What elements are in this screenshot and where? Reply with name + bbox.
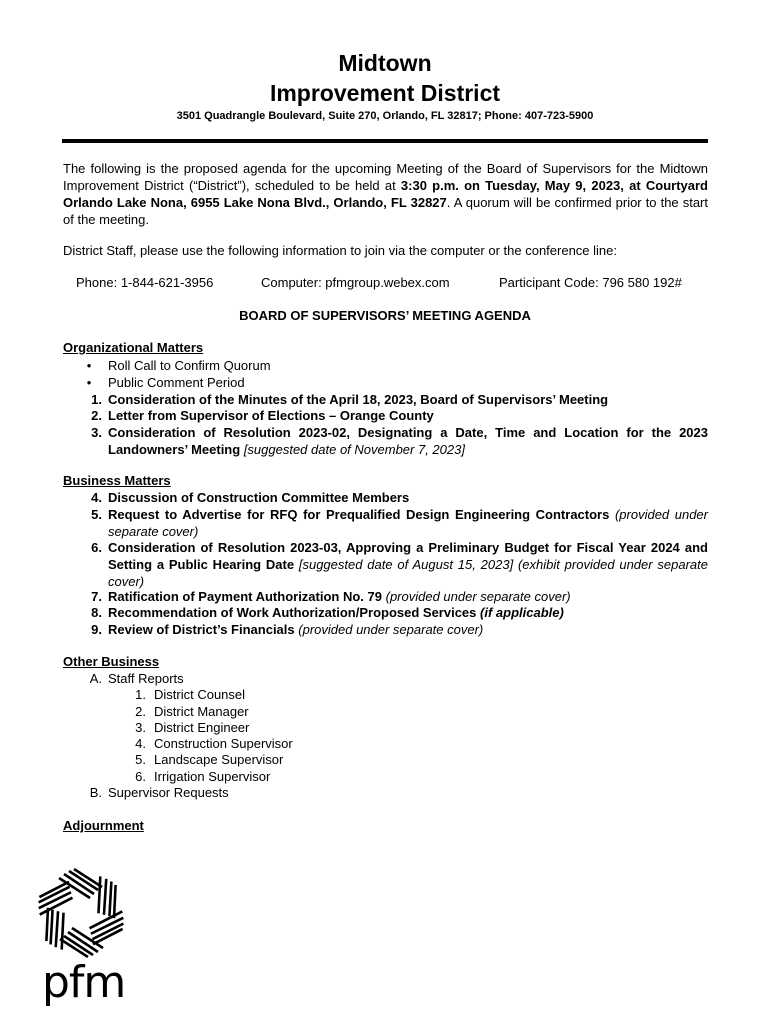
agenda-item-8 (108, 604, 708, 621)
section-adjournment: Adjournment (63, 818, 144, 833)
report-number: 3. (135, 720, 146, 735)
pfm-logo-text: pfm (42, 957, 126, 1008)
item-number: 4. (91, 490, 102, 505)
agenda-bullet-public-comment: Public Comment Period (108, 375, 245, 390)
item-number: 6. (91, 540, 102, 555)
agenda-heading: BOARD OF SUPERVISORS’ MEETING AGENDA (239, 308, 531, 323)
item-number: 5. (91, 507, 102, 522)
agenda-item-6 (108, 539, 708, 590)
section-business-matters: Business Matters (63, 473, 171, 488)
phone-number: Phone: 1-844-621-3956 (76, 275, 214, 290)
item-title: Discussion of Construction Committee Members (108, 490, 410, 505)
item-number: 8. (91, 605, 102, 620)
pfm-logo-icon (36, 868, 126, 958)
item-title: Ratification of Payment Authorization No. 79 (108, 589, 382, 604)
report-district-counsel: District Counsel (154, 687, 246, 702)
item-title: Recommendation of Work Authorization/Proposed Services (108, 605, 477, 620)
meeting-details: 3:30 p.m. on Tuesday, May 9, 2023, at Courtyard Orlando Lake Nona, 6955 Lake Nona Blvd., Orlando, FL 32827 (63, 178, 708, 210)
header-divider (62, 139, 708, 143)
report-construction-supervisor: Construction Supervisor (154, 736, 293, 751)
webex-link: Computer: pfmgroup.webex.com (261, 275, 450, 290)
report-number: 6. (135, 769, 146, 784)
item-letter: A. (89, 671, 102, 686)
report-number: 5. (135, 752, 146, 767)
bullet-icon: • (86, 375, 92, 390)
item-number: 2. (91, 408, 102, 423)
participant-code: Participant Code: 796 580 192# (499, 275, 682, 290)
intro-quorum-text: . A quorum will be confirmed prior to the start of the meeting. (63, 195, 708, 227)
agenda-bullet-roll-call: Roll Call to Confirm Quorum (108, 358, 271, 373)
item-title: Request to Advertise for RFQ for Prequalified Design Engineering Contractors (108, 507, 610, 522)
item-note: [suggested date of August 15, 2023] (exhibit provided under separate cover) (108, 557, 708, 589)
intro-text: The following is the proposed agenda for the upcoming Meeting of the Board of Supervisors for the Midtown Improvement District (“District”), scheduled to be held at (63, 161, 708, 193)
agenda-item-3 (108, 424, 708, 458)
district-title-line1: Midtown (338, 50, 432, 76)
bullet-icon: • (86, 358, 92, 373)
item-title: Review of District’s Financials (108, 622, 295, 637)
report-irrigation-supervisor: Irrigation Supervisor (154, 769, 271, 784)
intro-paragraph (63, 160, 708, 228)
item-number: 9. (91, 622, 102, 637)
item-note: (provided under separate cover) (298, 622, 484, 637)
item-note: (if applicable) (480, 605, 564, 620)
report-district-engineer: District Engineer (154, 720, 250, 735)
staff-reports: Staff Reports (108, 671, 184, 686)
item-number: 1. (91, 392, 102, 407)
report-landscape-supervisor: Landscape Supervisor (154, 752, 284, 767)
item-note: (provided under separate cover) (385, 589, 571, 604)
report-district-manager: District Manager (154, 704, 249, 719)
report-number: 4. (135, 736, 146, 751)
item-title: Consideration of Resolution 2023-03, Approving a Preliminary Budget for Fiscal Year 2024 and Setting a Public Hearing Date (108, 540, 708, 572)
item-note: (provided under separate cover) (108, 507, 708, 539)
item-title: Consideration of Resolution 2023-02, Designating a Date, Time and Location for the 2023 Landowners’ Meeting (108, 425, 708, 457)
report-number: 1. (135, 687, 146, 702)
staff-note: District Staff, please use the following information to join via the computer or the conference line: (63, 243, 617, 258)
report-number: 2. (135, 704, 146, 719)
district-title-line2: Improvement District (269, 80, 501, 106)
item-title: Letter from Supervisor of Elections – Orange County (108, 408, 434, 423)
agenda-item-2 (108, 407, 708, 424)
agenda-item-9 (108, 621, 708, 638)
agenda-item-5 (108, 506, 708, 540)
agenda-item-1 (108, 391, 708, 408)
district-address: 3501 Quadrangle Boulevard, Suite 270, Orlando, FL 32817; Phone: 407-723-5900 (176, 110, 594, 122)
item-number: 7. (91, 589, 102, 604)
agenda-item-7 (108, 588, 708, 605)
section-organizational-matters: Organizational Matters (63, 340, 204, 355)
item-note: [suggested date of November 7, 2023] (243, 442, 465, 457)
section-other-business: Other Business (63, 654, 160, 669)
item-title: Consideration of the Minutes of the April 18, 2023, Board of Supervisors’ Meeting (108, 392, 609, 407)
supervisor-requests: Supervisor Requests (108, 785, 229, 800)
item-letter: B. (89, 785, 102, 800)
item-number: 3. (91, 425, 102, 440)
agenda-item-4 (108, 489, 708, 506)
